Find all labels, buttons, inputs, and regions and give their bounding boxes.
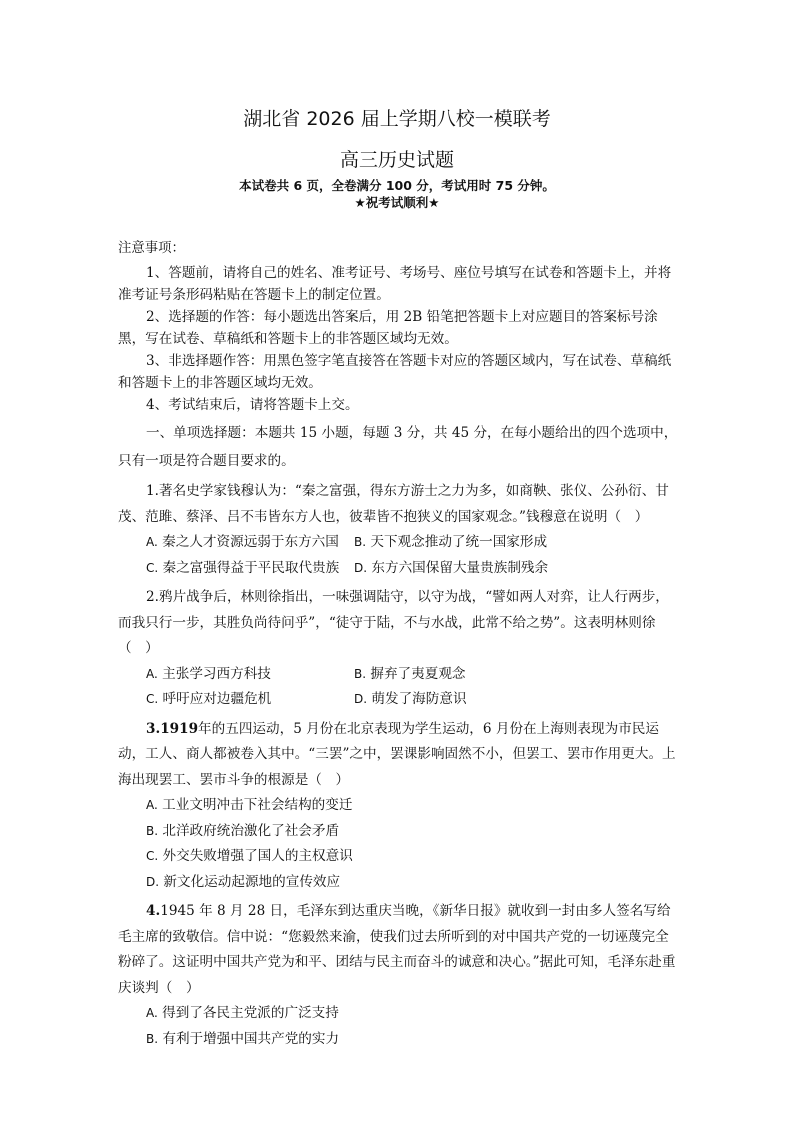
option-key: D. xyxy=(354,560,368,575)
option-key: C. xyxy=(146,692,159,706)
option-a[interactable] xyxy=(146,662,354,688)
option-key: A. xyxy=(146,666,158,681)
question-3-stem xyxy=(118,717,680,794)
option-text: 秦之人才资源远弱于东方六国 xyxy=(162,534,339,550)
question-text: 鸦片战争后，林则徐指出，一味强调陆守，以守为战，“譬如两人对弈，让人行两步，而我只行一步，其胜负尚待问乎”，“徒守于陆，不与水战，此常不给之势”。这表明林则徐（ ） xyxy=(118,589,669,656)
question-2-stem xyxy=(118,585,680,662)
option-text: 摒弃了夷夏观念 xyxy=(370,665,466,682)
option-c[interactable] xyxy=(146,556,354,582)
option-key: D. xyxy=(354,692,368,706)
question-1-stem xyxy=(118,479,680,530)
option-text: 工业文明冲击下社会结构的变迁 xyxy=(162,797,353,813)
option-text: 萌发了海防意识 xyxy=(371,691,467,707)
option-a[interactable] xyxy=(146,530,354,556)
option-text: 有利于增强中国共产党的实力 xyxy=(162,1030,340,1047)
option-c[interactable] xyxy=(146,687,354,713)
option-b[interactable] xyxy=(118,819,680,845)
note-item: 4、考试结束后，请将答题卡上交。 xyxy=(146,397,359,413)
question-number: 3. xyxy=(146,720,161,737)
exam-meta: 本试卷共 6 页，全卷满分 100 分，考试用时 75 分钟。 xyxy=(239,178,555,193)
option-text: 呼吁应对边疆危机 xyxy=(162,691,272,707)
option-a[interactable] xyxy=(118,793,680,819)
option-text: 新文化运动起源地的宣传效应 xyxy=(163,873,341,890)
exam-body xyxy=(118,238,680,1052)
question-2-options xyxy=(118,662,680,713)
option-d[interactable] xyxy=(354,687,694,713)
option-key: C. xyxy=(146,849,159,863)
option-key: B. xyxy=(354,666,367,681)
question-text: 年的五四运动，5 月份在北京表现为学生运动，6 月份在上海则表现为市民运动，工人、商人都被卷入其中。“三罢”之中，罢课影响固然不小，但罢工、罢市作用更大。上海出现罢工、罢市斗争的根源是（ ） xyxy=(118,720,676,788)
option-b[interactable] xyxy=(118,1027,680,1053)
option-key: B. xyxy=(146,1031,159,1046)
question-number: 2. xyxy=(146,589,159,605)
notes-label: 注意事项： xyxy=(118,241,185,256)
exam-subtitle: 高三历史试题 xyxy=(339,149,454,171)
option-key: C. xyxy=(146,560,159,575)
question-number: 4. xyxy=(146,903,161,919)
note-item: 1、答题前，请将自己的姓名、准考证号、考场号、座位号填写在试卷和答题卡上，并将准考证号条形码粘贴在答题卡上的制定位置。 xyxy=(118,265,672,303)
option-key: D. xyxy=(146,874,160,889)
option-text: 秦之富强得益于平民取代贵族 xyxy=(162,559,340,576)
option-key: A. xyxy=(146,535,158,549)
option-text: 东方六国保留大量贵族制残余 xyxy=(371,559,549,576)
option-text: 北洋政府统治激化了社会矛盾 xyxy=(162,822,340,839)
option-text: 天下观念推动了统一国家形成 xyxy=(370,534,548,550)
section-heading: 一、单项选择题：本题共 15 小题，每题 3 分，共 45 分，在每小题给出的四个选项中，只有一项是符合题目要求的。 xyxy=(118,425,678,469)
option-d[interactable] xyxy=(118,870,680,896)
question-number: 1. xyxy=(146,483,159,499)
option-b[interactable] xyxy=(354,662,694,688)
option-key: B. xyxy=(146,823,159,838)
option-c[interactable] xyxy=(118,844,680,870)
option-text: 得到了各民主党派的广泛支持 xyxy=(162,1005,339,1021)
option-b[interactable] xyxy=(354,530,694,556)
option-text: 主张学习西方科技 xyxy=(162,665,271,682)
question-4-stem xyxy=(118,899,680,1001)
option-a[interactable] xyxy=(118,1001,680,1027)
option-key: B. xyxy=(354,535,367,549)
option-key: A. xyxy=(146,798,158,812)
note-item: 2、选择题的作答：每小题选出答案后，用 2B 铅笔把答题卡上对应题目的答案标号涂黑，写在试卷、草稿纸和答题卡上的非答题区域均无效。 xyxy=(118,309,658,347)
option-key: A. xyxy=(146,1006,158,1020)
note-item: 3、非选择题作答：用黑色签字笔直接答在答题卡对应的答题区域内，写在试卷、草稿纸和答题卡上的非答题区域均无效。 xyxy=(118,353,672,391)
question-text: 著名史学家钱穆认为：“秦之富强，得东方游士之力为多，如商鞅、张仪、公孙衍、甘茂、范雎、蔡泽、吕不韦皆东方人也，彼辈皆不抱狭义的国家观念。”钱穆意在说明（ ） xyxy=(118,483,669,525)
question-text: 1945 年 8 月 28 日，毛泽东到达重庆当晚，《新华日报》就收到一封由多人签名写给毛主席的致敬信。信中说：“您毅然来渝，使我们过去所听到的对中国共产党的一切诬蔑完全粉碎了。这证明中国共产党为和平、团结与民主而奋斗的诚意和决心。”据此可知，毛泽东赴重庆谈判（ ） xyxy=(118,903,676,996)
exam-wish: ★祝考试顺利★ xyxy=(354,195,440,210)
question-year: 1919 xyxy=(160,720,199,737)
question-1-options xyxy=(118,530,680,581)
option-text: 外交失败增强了国人的主权意识 xyxy=(162,848,353,864)
exam-title: 湖北省 2026 届上学期八校一模联考 xyxy=(243,108,551,130)
option-d[interactable] xyxy=(354,556,694,582)
